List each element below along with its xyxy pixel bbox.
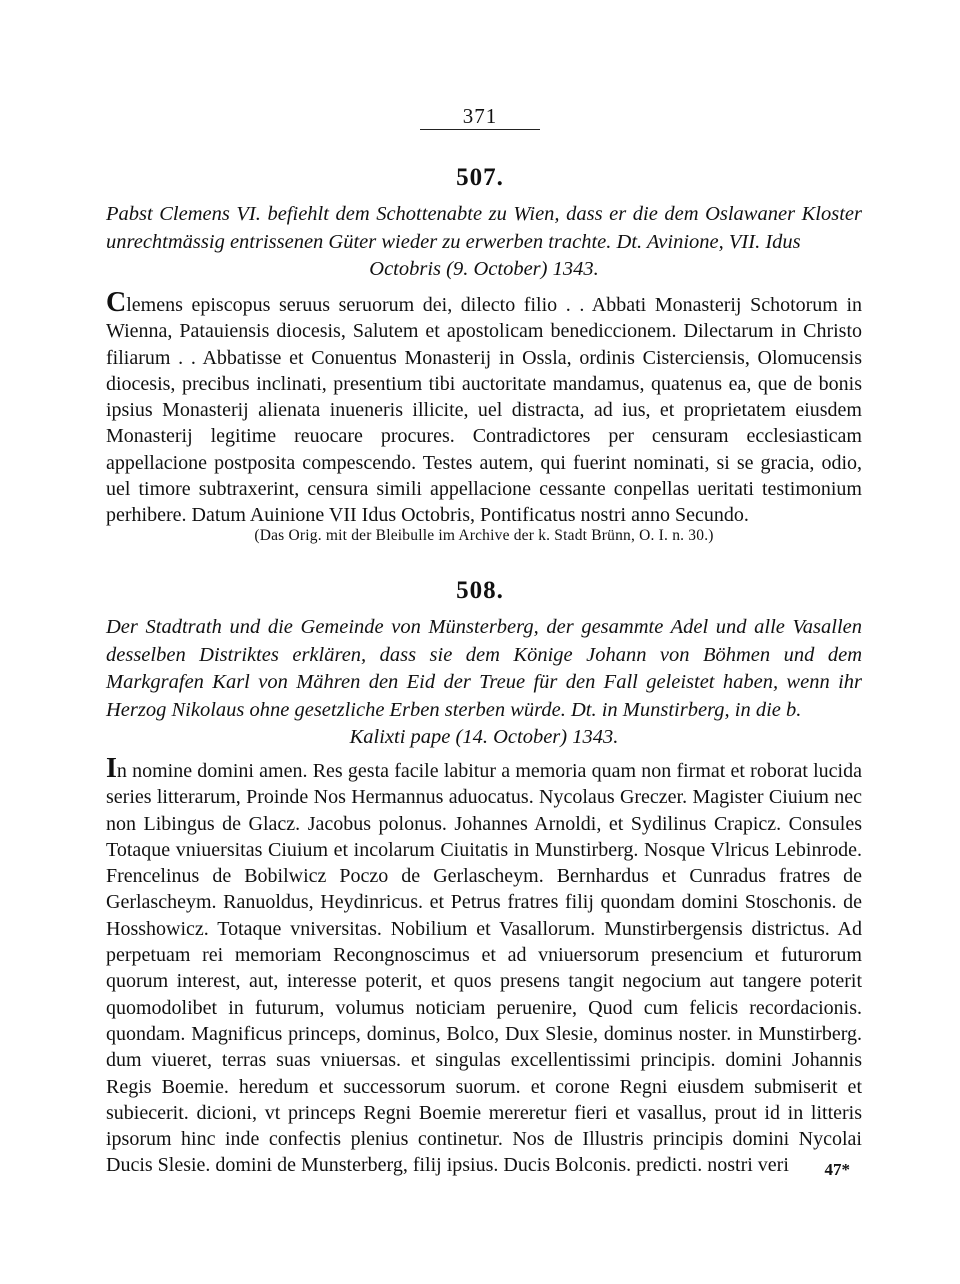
summary-tail-507: Octobris (9. October) 1343. [369,258,599,280]
summary-lead-508: Der Stadtrath und die Gemeinde von Münsterberg, der gesammte Adel und alle Vasallen desselben Distriktes erklären, dass sie dem Könige Johann von Böhmen und dem Markgrafen Karl von Mähren den Eid der Treue für den Fall geleistet haben, wenn ihr Herzog Nikolaus ohne gesetzliche Erben sterben würde. Dt. in Munstirberg, in die b. [106,616,862,721]
document-summary-508 [106,614,862,752]
header-rule [420,129,540,130]
sheet-signature: 47* [824,1160,850,1179]
summary-tail-508: Kalixti pape (14. October) 1343. [349,726,619,748]
document-number-507: 507. [456,164,504,191]
document-body-508 [106,753,862,1179]
page-number: 371 [462,104,498,128]
document-summary-507 [106,201,862,284]
source-note-507: (Das Orig. mit der Bleibulle im Archive der k. Stadt Brünn, O. I. n. 30.) [254,527,714,544]
dropcap-507: C [106,287,127,318]
document-body-507 [106,287,862,529]
body-text-507: lemens episcopus seruus seruorum dei, dilecto filio . . Abbati Monasterij Schotorum in Wienna, Patauiensis diocesis, Salutem et apostolicam benediccionem. Dilectarum in Christo filiarum . . Abbatisse et Conuentus Monasterij in Ossla, ordinis Cisterciensis, Olomucensis diocesis, precibus inclinati, presentium tibi auctoritate mandamus, quatenus ea, que de bonis ipsius Monasterij alienata inueneris illicite, uel distracta, ad ius, et proprietatem eiusdem Monasterij legitime reuocare procures. Contradictores per censuram ecclesiasticam appellacione postposita compescendo. Testes autem, qui fuerint nominati, si se gracia, odio, uel timore subtraxerint, censura simili appellacione cessante conpellas ueritati testimonium perhibere. Datum Auinione VII Idus Octobris, Pontificatus nostri anno Secundo. [106,294,862,527]
summary-lead-507: Pabst Clemens VI. befiehlt dem Schottenabte zu Wien, dass er die dem Oslawaner Kloster unrechtmässig entrissenen Güter wieder zu erwerben trachte. Dt. Avinione, VII. Idus [106,203,862,253]
dropcap-508: I [106,753,117,784]
document-number-508: 508. [456,577,504,604]
body-text-508: n nomine domini amen. Res gesta facile labitur a memoria quam non firmat et roborat lucida series litterarum, Proinde Nos Hermannus aduocatus. Nycolaus Greczer. Magister Ciuium nec non Libingus de Glacz. Jacobus polonus. Johannes Arnoldi, et Sydilinus Crapicz. Consules Totaque vniuersitas Ciuium et incolarum Ciuitatis in Munstirberg. Nosque Vlricus Lebinrode. Frencelinus de Bobilwicz Poczo de Gerlascheym. Bernhardus et Cunradus fratres de Gerlascheym. Ranuoldus, Heydinricus. et Petrus fratres filij quondam domini Stoschonis. de Hosshowicz. Totaque vniversitas. Nobilium et Vasallorum. Munstirbergensis districtus. Ad perpetuam rei memoriam Recongnoscimus et ad vniuersorum presencium et futurorum quorum interest, aut, interesse poterit, et quos presens tangit negocium aut tangere poterit quomodolibet in futurum, volumus noticiam peruenire, Quod cum felicis recordacionis. quondam. Magnificus princeps, dominus, Bolco, Dux Slesie, dominus noster. in Munstirberg. dum viueret, terras suas vniuersas. et singulas excellentissimi principis. domini Johannis Regis Boemie. heredum et successorum suorum. et corone Regni eiusdem submiserit et subiecerit. dicioni, vt princeps Regni Boemie mereretur fieri et vasallus, prout id in litteris ipsorum hinc inde confectis plenius continetur. Nos de Illustris principis domini Nycolai Ducis Slesie. domini de Munsterberg, filij ipsius. Ducis Bolconis. predicti. nostri veri [106,760,862,1177]
